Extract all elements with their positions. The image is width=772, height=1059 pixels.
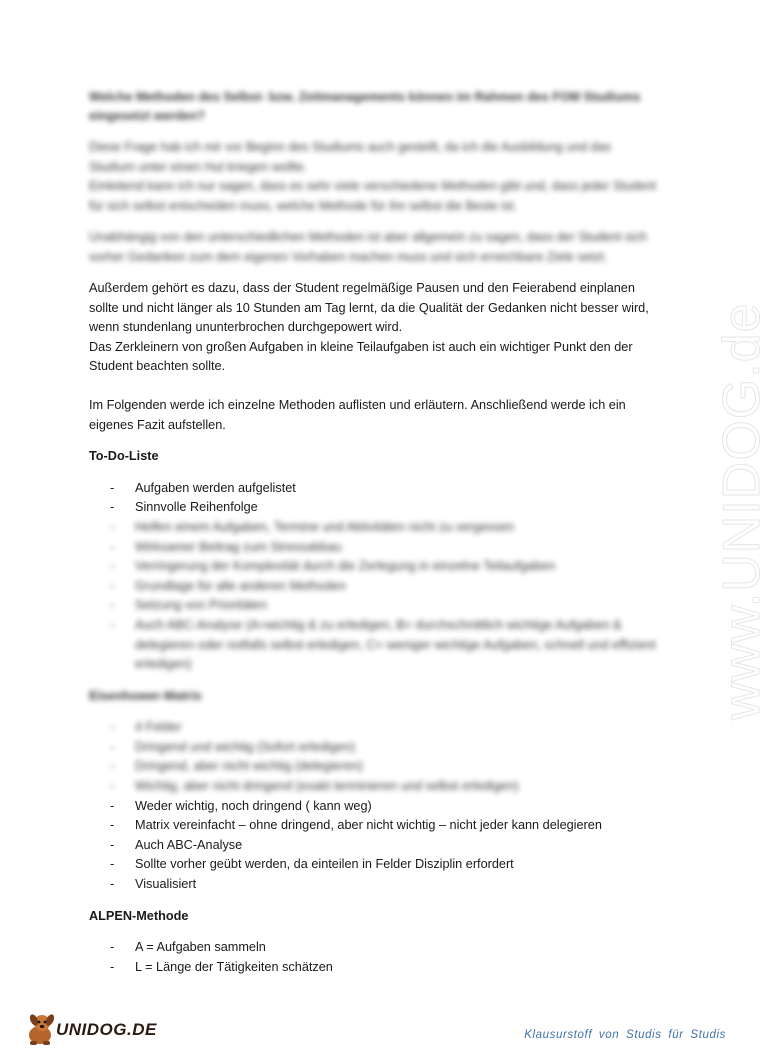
logo-text: UNIDOG.DE xyxy=(56,1020,157,1039)
dash-bullet: - xyxy=(110,720,115,735)
eisenhower-list xyxy=(89,718,659,894)
list-item-text: Sollte vorher geübt werden, da einteilen in Felder Disziplin erfordert xyxy=(135,857,514,872)
intro-paragraph xyxy=(89,228,659,267)
text-line: wenn stundenlang ununterbrochen durchgepowert wird. xyxy=(89,320,403,335)
dash-bullet: - xyxy=(110,739,115,754)
list-item xyxy=(89,557,659,577)
list-item-text: Setzung von Prioritäten xyxy=(135,598,267,613)
dash-bullet: - xyxy=(110,500,115,515)
text-line: Außerdem gehört es dazu, dass der Student regelmäßige Pausen und den Feierabend einplanen xyxy=(89,281,635,295)
list-item xyxy=(89,498,659,518)
dog-mascot-icon xyxy=(24,1011,58,1047)
alpen-heading: ALPEN-Methode xyxy=(89,908,189,923)
intro-paragraph xyxy=(89,138,659,216)
list-item-text: Wirksamer Beitrag zum Stressabbau xyxy=(135,539,342,554)
text-line: Diese Frage hab ich mir vor Beginn des Studiums auch gestellt, da ich die Ausbildung und das xyxy=(89,140,611,154)
list-item xyxy=(89,596,659,616)
list-item-text: Verringerung der Komplexität durch die Zerlegung in einzelne Teilaufgaben xyxy=(135,559,556,574)
todo-heading: To-Do-Liste xyxy=(89,449,159,464)
dash-bullet: - xyxy=(110,877,115,892)
footer-tagline: Klausurstoff von Studis für Studis xyxy=(524,1029,726,1041)
text-line: Im Folgenden werde ich einzelne Methoden auflisten und erläutern. Anschließend werde ich ein xyxy=(89,397,626,412)
list-item xyxy=(89,738,659,758)
alpen-list xyxy=(89,938,659,977)
text-line: sollte und nicht länger als 10 Stunden am Tag lernt, da die Qualität der Gedanken nicht besser wird, xyxy=(89,300,649,315)
dash-bullet: - xyxy=(110,940,115,955)
text-line: Studium unter einen Hut kriegen wollte. xyxy=(89,159,308,174)
list-item xyxy=(89,616,659,675)
list-item-text: Auch ABC-Analyse xyxy=(135,837,243,852)
list-item-text: Grundlage für alle anderen Methoden xyxy=(135,578,346,593)
dash-bullet: - xyxy=(110,617,115,632)
text-line: für sich selbst entscheiden muss, welche Methode für ihn selbst die Beste ist. xyxy=(89,198,517,213)
list-item-text: Dringend, aber nicht wichtig (delegieren) xyxy=(135,759,363,774)
list-item xyxy=(89,757,659,777)
list-item-text: Auch ABC-Analyse (A=wichtig & zu erledigen, B= durchschnittlich wichtige Aufgaben & delegieren oder notfalls selbst erledigen, C= weniger wichtige Aufgaben, schnell und effizient erledigen) xyxy=(135,617,656,672)
list-item xyxy=(89,777,659,797)
list-item-text: L = Länge der Tätigkeiten schätzen xyxy=(135,959,333,974)
list-item xyxy=(89,479,659,499)
text-line: eigenes Fazit aufstellen. xyxy=(89,417,226,432)
list-item-text: Matrix vereinfacht – ohne dringend, aber nicht wichtig – nicht jeder kann delegieren xyxy=(135,818,602,833)
watermark: www.UNIDOG.de xyxy=(713,302,771,720)
list-item xyxy=(89,797,659,817)
text-line: Student beachten sollte. xyxy=(89,359,226,374)
body-paragraph xyxy=(89,279,659,377)
dash-bullet: - xyxy=(110,480,115,495)
list-item-text: Aufgaben werden aufgelistet xyxy=(135,480,296,495)
list-item xyxy=(89,855,659,875)
dash-bullet: - xyxy=(110,578,115,593)
text-line: vorher Gedanken zum dem eigenen Vorhaben machen muss und sich erreichbare Ziele setzt. xyxy=(89,249,608,264)
list-item xyxy=(89,718,659,738)
list-item-text: Visualisiert xyxy=(135,877,197,892)
dash-bullet: - xyxy=(110,959,115,974)
dash-bullet: - xyxy=(110,857,115,872)
list-item xyxy=(89,875,659,895)
list-item-text: 4 Felder xyxy=(135,720,182,735)
text-line: Einleitend kann ich nur sagen, dass es sehr viele verschiedene Methoden gibt und, dass jeder Student xyxy=(89,179,657,193)
question-title: Welche Methoden des Selbst- bzw. Zeitmanagements können im Rahmen des FOM Studiums eingesetzt werden? xyxy=(89,90,641,123)
list-item xyxy=(89,958,659,978)
text-line: Das Zerkleinern von großen Aufgaben in kleine Teilaufgaben ist auch ein wichtiger Punkt den der xyxy=(89,339,633,354)
unidog-logo xyxy=(24,1011,164,1047)
list-item-text: Dringend und wichtig (Sofort erledigen) xyxy=(135,739,356,754)
dash-bullet: - xyxy=(110,759,115,774)
list-item-text: Weder wichtig, noch dringend ( kann weg) xyxy=(135,798,372,813)
dash-bullet: - xyxy=(110,598,115,613)
dash-bullet: - xyxy=(110,539,115,554)
dash-bullet: - xyxy=(110,519,115,534)
todo-list xyxy=(89,479,659,675)
dash-bullet: - xyxy=(110,818,115,833)
text-line: Unabhängig von den unterschiedlichen Methoden ist aber allgemein zu sagen, dass der Student sich xyxy=(89,230,648,244)
list-item-text: Helfen einem Aufgaben, Termine und Aktivitäten nicht zu vergessen xyxy=(135,519,515,534)
paragraph-gap xyxy=(89,377,659,396)
body-paragraph-outline xyxy=(89,396,659,435)
dash-bullet: - xyxy=(110,837,115,852)
eisenhower-heading: Eisenhower-Matrix xyxy=(89,688,202,703)
list-item xyxy=(89,836,659,856)
dash-bullet: - xyxy=(110,798,115,813)
list-item xyxy=(89,538,659,558)
intro-section xyxy=(89,138,659,267)
list-item xyxy=(89,816,659,836)
dash-bullet: - xyxy=(110,559,115,574)
list-item-text: Wichtig, aber nicht dringend (exakt terminieren und selbst erledigen) xyxy=(135,779,519,794)
list-item xyxy=(89,518,659,538)
document-body xyxy=(89,88,659,989)
dash-bullet: - xyxy=(110,779,115,794)
list-item-text: A = Aufgaben sammeln xyxy=(135,940,266,955)
list-item xyxy=(89,938,659,958)
list-item xyxy=(89,577,659,597)
list-item-text: Sinnvolle Reihenfolge xyxy=(135,500,258,515)
